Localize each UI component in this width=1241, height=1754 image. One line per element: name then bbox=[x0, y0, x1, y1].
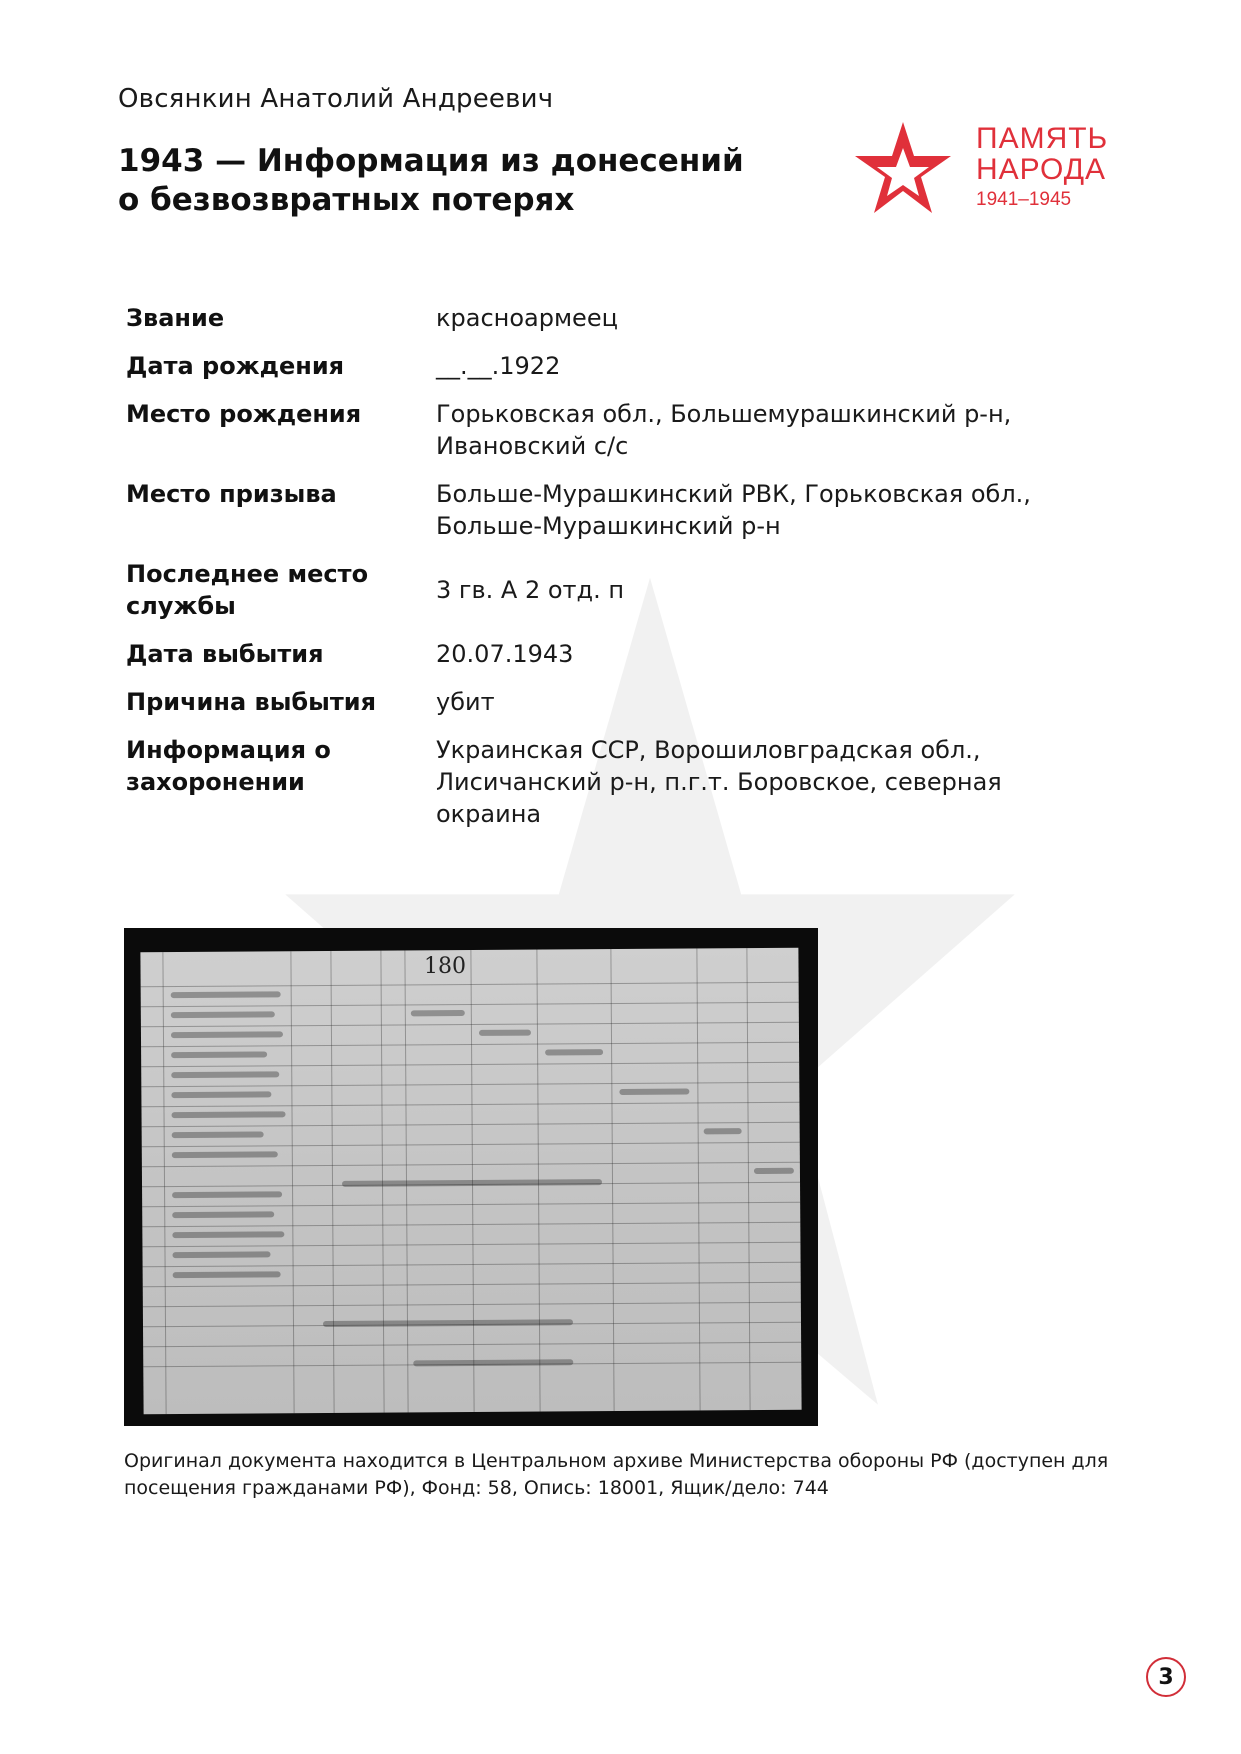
logo-years: 1941–1945 bbox=[976, 189, 1072, 210]
field-row-birth-date bbox=[126, 350, 1086, 382]
field-label: Звание bbox=[126, 304, 225, 332]
field-value: __.__.1922 bbox=[436, 352, 561, 380]
field-value: Горьковская обл., Большемурашкинский р-н, Ивановский с/с bbox=[436, 400, 1012, 460]
person-info-table bbox=[126, 302, 1086, 846]
field-value: Украинская ССР, Ворошиловградская обл., Лисичанский р-н, п.г.т. Боровское, северная окраина bbox=[436, 736, 1002, 828]
field-row-burial bbox=[126, 734, 1086, 830]
field-row-birth-place bbox=[126, 398, 1086, 462]
archive-document-scan[interactable] bbox=[124, 928, 818, 1426]
scanned-paper bbox=[140, 948, 801, 1415]
pamyat-naroda-logo bbox=[852, 115, 1122, 220]
field-value: 20.07.1943 bbox=[436, 640, 574, 668]
archive-caption: Оригинал документа находится в Центральном архиве Министерства обороны РФ (доступен для посещения гражданами РФ), Фонд: 58, Опись: 18001, Ящик/дело: 744 bbox=[124, 1450, 1109, 1499]
field-label: Место рождения bbox=[126, 400, 362, 428]
field-label: Причина выбытия bbox=[126, 688, 376, 716]
field-value: красноармеец bbox=[436, 304, 618, 332]
field-value: 3 гв. А 2 отд. п bbox=[436, 576, 625, 604]
field-label: Дата выбытия bbox=[126, 640, 324, 668]
field-row-rank bbox=[126, 302, 1086, 334]
person-name: Овсянкин Анатолий Андреевич bbox=[118, 84, 554, 114]
red-star-icon bbox=[852, 118, 954, 218]
field-row-draft-place bbox=[126, 478, 1086, 542]
field-row-loss-date bbox=[126, 638, 1086, 670]
field-label: Дата рождения bbox=[126, 352, 345, 380]
page-number-badge: 3 bbox=[1146, 1657, 1186, 1697]
stamp-number: 180 bbox=[424, 954, 466, 979]
logo-line-2: НАРОДА bbox=[976, 153, 1107, 186]
logo-line-1: ПАМЯТЬ bbox=[976, 122, 1109, 155]
field-row-last-service bbox=[126, 558, 1086, 622]
field-value: Больше-Мурашкинский РВК, Горьковская обл., Больше-Мурашкинский р-н bbox=[436, 480, 1031, 540]
field-label: Место призыва bbox=[126, 480, 337, 508]
field-label: Информация о захоронении bbox=[126, 736, 331, 796]
field-value: убит bbox=[436, 688, 495, 716]
field-label: Последнее место службы bbox=[126, 560, 369, 620]
page-title: 1943 — Информация из донесений о безвозвратных потерях bbox=[118, 143, 744, 218]
field-row-loss-reason bbox=[126, 686, 1086, 718]
